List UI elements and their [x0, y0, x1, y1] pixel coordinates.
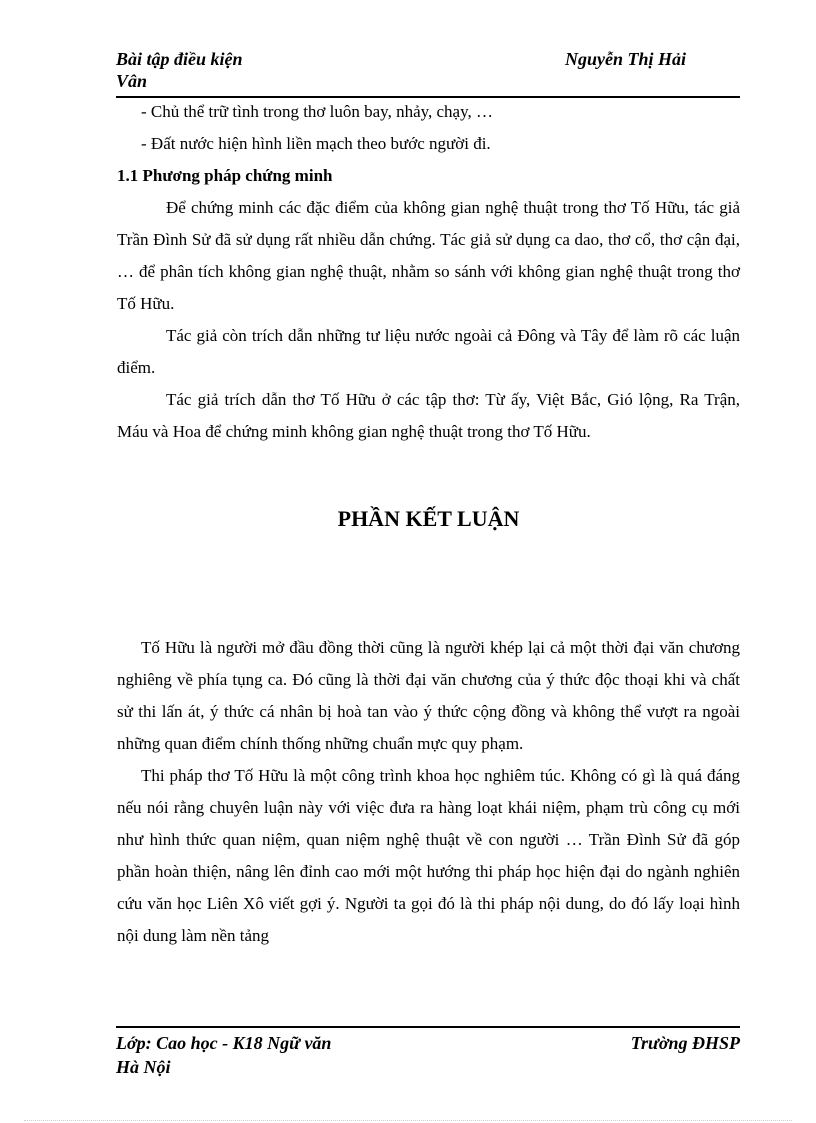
- header-left: [116, 48, 243, 92]
- page-bottom-dotted-line: [24, 1120, 792, 1121]
- footer-left-line2: Hà Nội: [116, 1057, 171, 1077]
- header-left-line2: Vân: [116, 71, 148, 91]
- footer-left: [116, 1031, 331, 1079]
- header-right: Nguyễn Thị Hải: [565, 49, 687, 69]
- page-content: [117, 96, 740, 952]
- page-header: [116, 48, 740, 96]
- paragraph-4: Tố Hữu là người mở đầu đồng thời cũng là người khép lại cả một thời đại văn chương nghiêng về phía tụng ca. Đó cũng là thời đại văn chương của ý thức độc thoại khi và chất sử thi lấn át, ý thức cá nhân bị hoà tan vào ý thức cộng đồng và không thể vượt ra ngoài những quan điểm chính thống những chuẩn mực quy phạm.: [117, 638, 740, 753]
- header-left-line1: Bài tập điều kiện: [116, 49, 243, 69]
- footer-rule: [116, 1026, 740, 1028]
- paragraph-5: Thi pháp thơ Tố Hữu là một công trình khoa học nghiêm túc. Không có gì là quá đáng nếu nói rằng chuyên luận này với việc đưa ra hàng loạt khái niệm, phạm trù công cụ mới như hình thức quan niệm, quan niệm nghệ thuật về con người … Trần Đình Sử đã góp phần hoàn thiện, nâng lên đỉnh cao mới một hướng thi pháp học hiện đại do ngành nghiên cứu văn học Liên Xô viết gợi ý. Người ta gọi đó là thi pháp nội dung, do đó lấy loại hình nội dung làm nền tảng: [117, 766, 740, 945]
- footer-right: Trường ĐHSP: [630, 1033, 740, 1053]
- footer-left-line1: Lớp: Cao học - K18 Ngữ văn: [116, 1033, 332, 1053]
- paragraph-3: Tác giả trích dẫn thơ Tố Hữu ở các tập thơ: Từ ấy, Việt Bắc, Gió lộng, Ra Trận, Máu và Hoa để chứng minh không gian nghệ thuật trong thơ Tố Hữu.: [117, 390, 740, 441]
- bullet-2: - Đất nước hiện hình liền mạch theo bước người đi.: [141, 134, 491, 153]
- paragraph-1: Để chứng minh các đặc điểm của không gian nghệ thuật trong thơ Tố Hữu, tác giả Trần Đình Sử đã sử dụng rất nhiều dẫn chứng. Tác giả sử dụng ca dao, thơ cổ, thơ cận đại, … để phân tích không gian nghệ thuật, nhằm so sánh với không gian nghệ thuật trong thơ Tố Hữu.: [117, 198, 740, 313]
- heading-1-1: 1.1 Phương pháp chứng minh: [117, 166, 333, 185]
- section-title: PHẦN KẾT LUẬN: [337, 506, 520, 531]
- bullet-1: - Chủ thể trữ tình trong thơ luôn bay, nhảy, chạy, …: [141, 102, 494, 121]
- page-footer: [116, 1031, 740, 1081]
- paragraph-2: Tác giả còn trích dẫn những tư liệu nước ngoài cả Đông và Tây để làm rõ các luận điểm.: [117, 326, 740, 377]
